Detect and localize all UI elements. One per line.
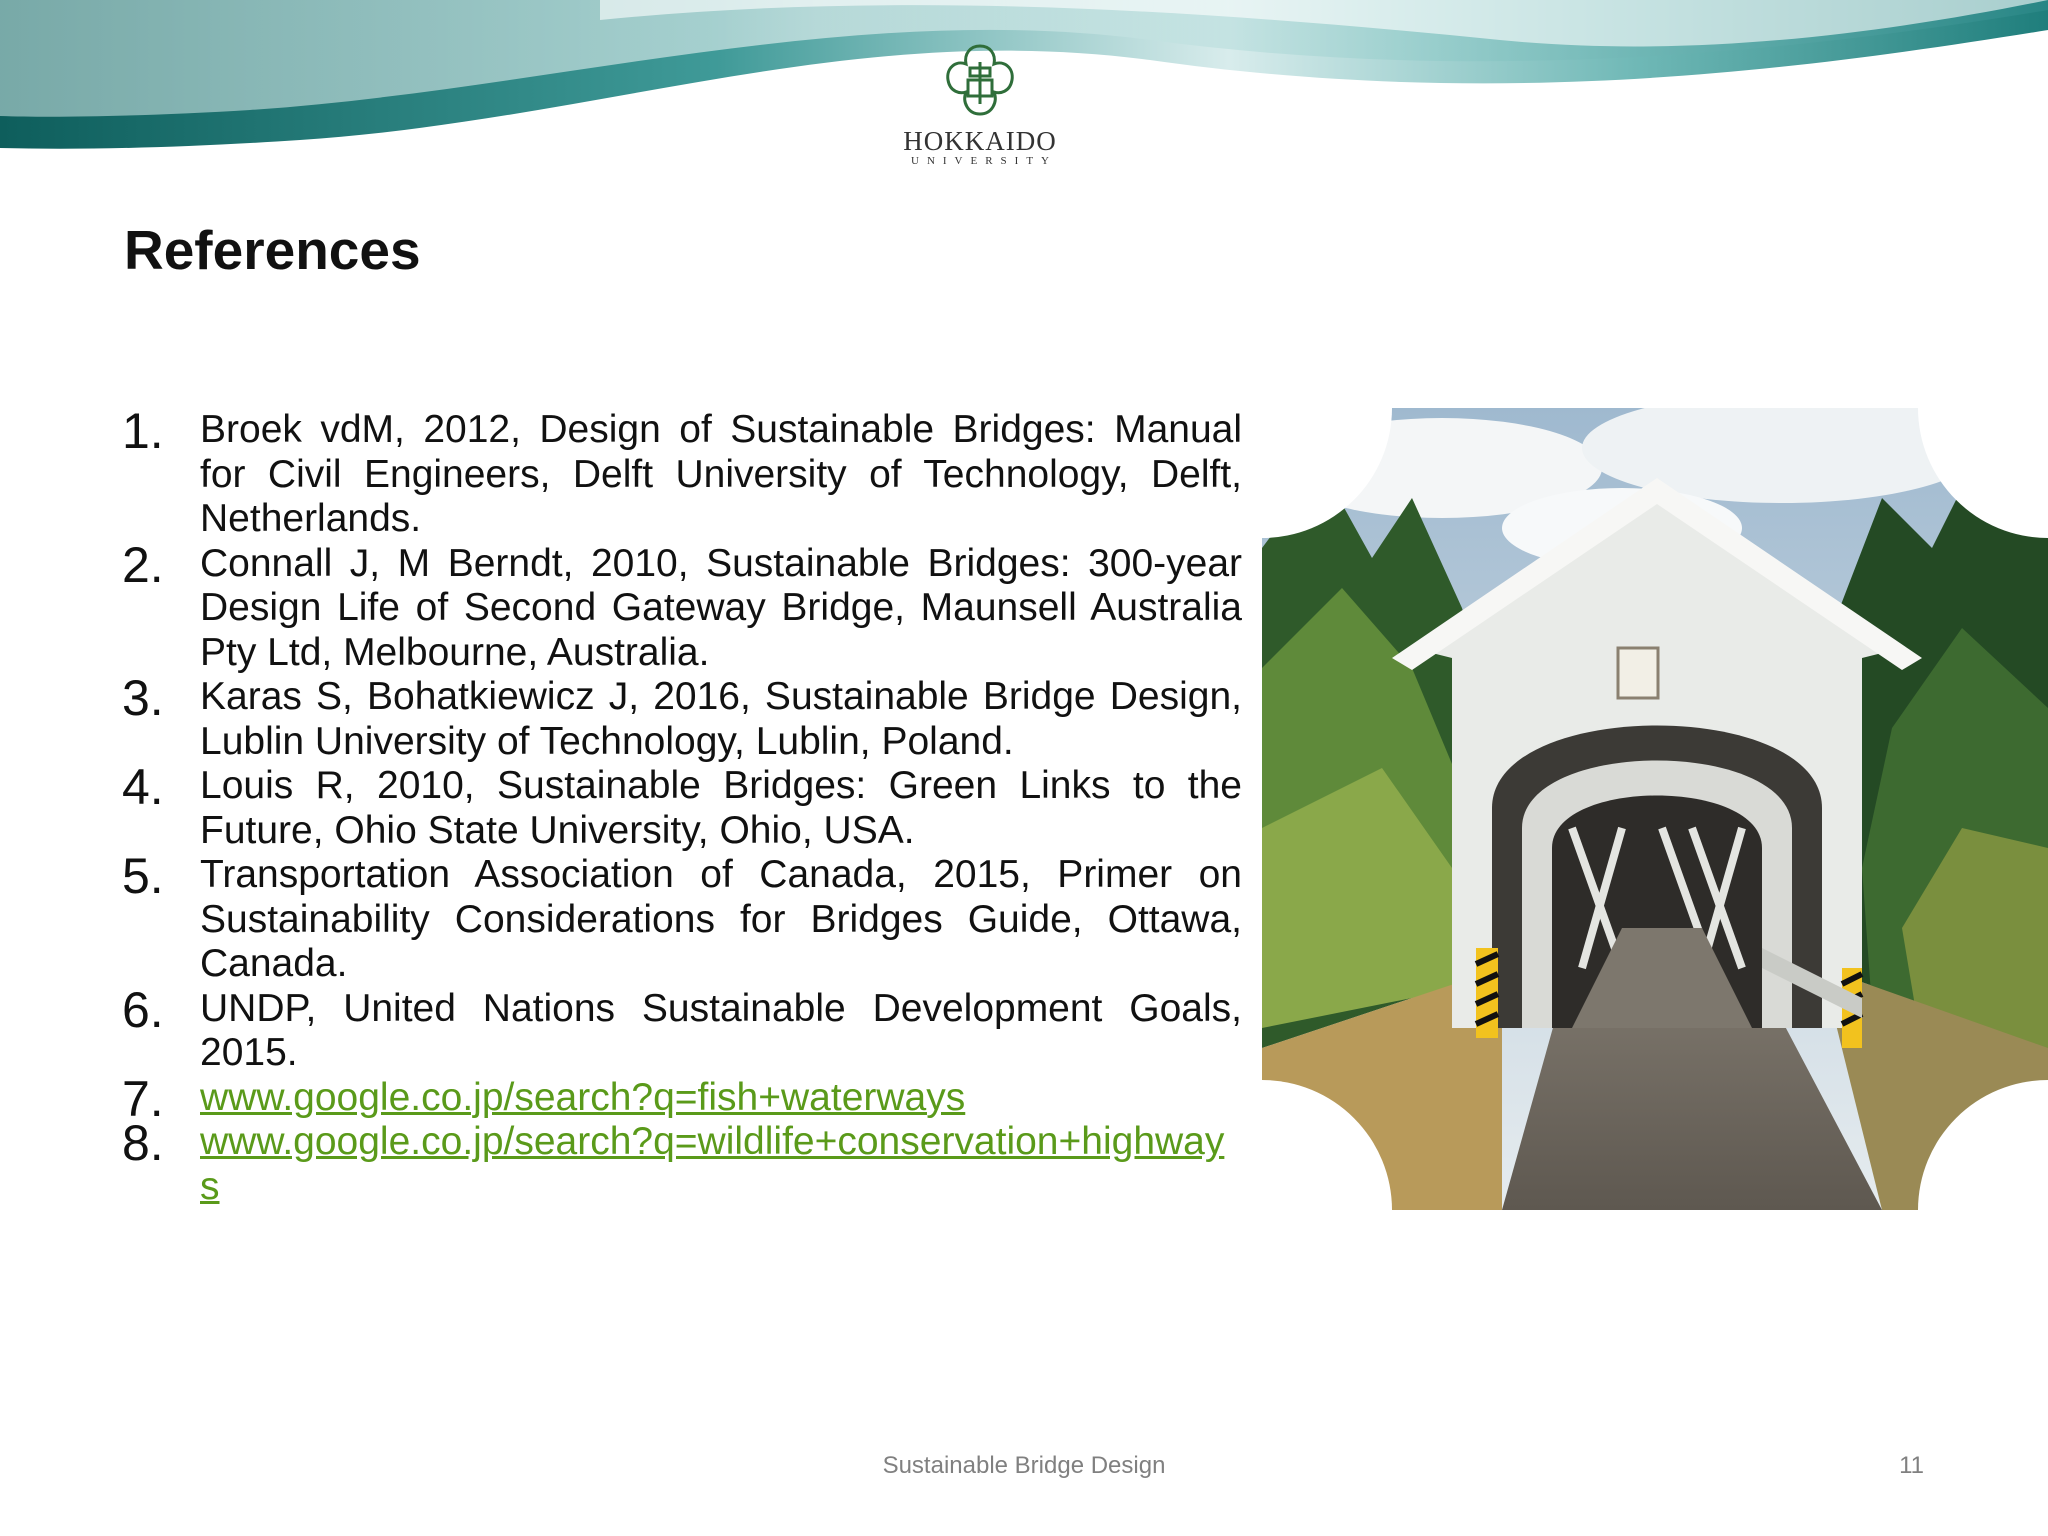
reference-text: UNDP, United Nations Sustainable Development Goals, 2015.	[200, 986, 1242, 1074]
reference-link-fish-waterways[interactable]: www.google.co.jp/search?q=fish+waterways	[200, 1075, 966, 1119]
university-emblem-icon	[938, 40, 1022, 124]
footer-text: Sustainable Bridge Design	[882, 1452, 1166, 1479]
reference-text: Connall J, M Berndt, 2010, Sustainable Bridges: 300-year Design Life of Second Gateway Bridge, Maunsell Australia Pty Ltd, Melbourne, Australia.	[200, 541, 1242, 674]
covered-bridge-photo	[1262, 408, 2048, 1210]
reference-item	[122, 536, 1242, 676]
reference-number: 2.	[122, 536, 164, 593]
reference-item	[122, 670, 1242, 764]
slide-title: References	[124, 219, 421, 281]
reference-number: 8.	[122, 1115, 164, 1171]
hokkaido-university-logo	[880, 40, 1080, 180]
reference-text: Louis R, 2010, Sustainable Bridges: Green Links to the Future, Ohio State University, Ohio, USA.	[200, 764, 1242, 852]
reference-number: 5.	[122, 848, 164, 904]
reference-number: 7.	[122, 1070, 164, 1127]
reference-item	[122, 1115, 1242, 1209]
reference-item	[122, 759, 1242, 853]
reference-link-wildlife-conservation[interactable]: www.google.co.jp/search?q=wildlife+conservation+highways	[200, 1120, 1225, 1208]
reference-number: 4.	[122, 759, 164, 815]
reference-item	[122, 403, 1242, 542]
reference-item	[122, 981, 1242, 1076]
reference-number: 1.	[122, 403, 164, 459]
logo-wordmark: HOKKAIDO	[903, 126, 1057, 156]
page-number: 11	[1899, 1452, 1924, 1479]
reference-number: 3.	[122, 670, 164, 726]
reference-item	[122, 1070, 1242, 1127]
reference-item	[122, 848, 1242, 987]
reference-text: Transportation Association of Canada, 2015, Primer on Sustainability Considerations for Bridges Guide, Ottawa, Canada.	[200, 853, 1242, 985]
logo-subtitle: UNIVERSITY	[911, 155, 1057, 167]
references-list	[122, 403, 1242, 1209]
reference-text: Broek vdM, 2012, Design of Sustainable Bridges: Manual for Civil Engineers, Delft University of Technology, Delft, Netherlands.	[200, 408, 1242, 540]
reference-text: Karas S, Bohatkiewicz J, 2016, Sustainable Bridge Design, Lublin University of Technology, Lublin, Poland.	[200, 675, 1242, 763]
reference-number: 6.	[122, 981, 164, 1038]
